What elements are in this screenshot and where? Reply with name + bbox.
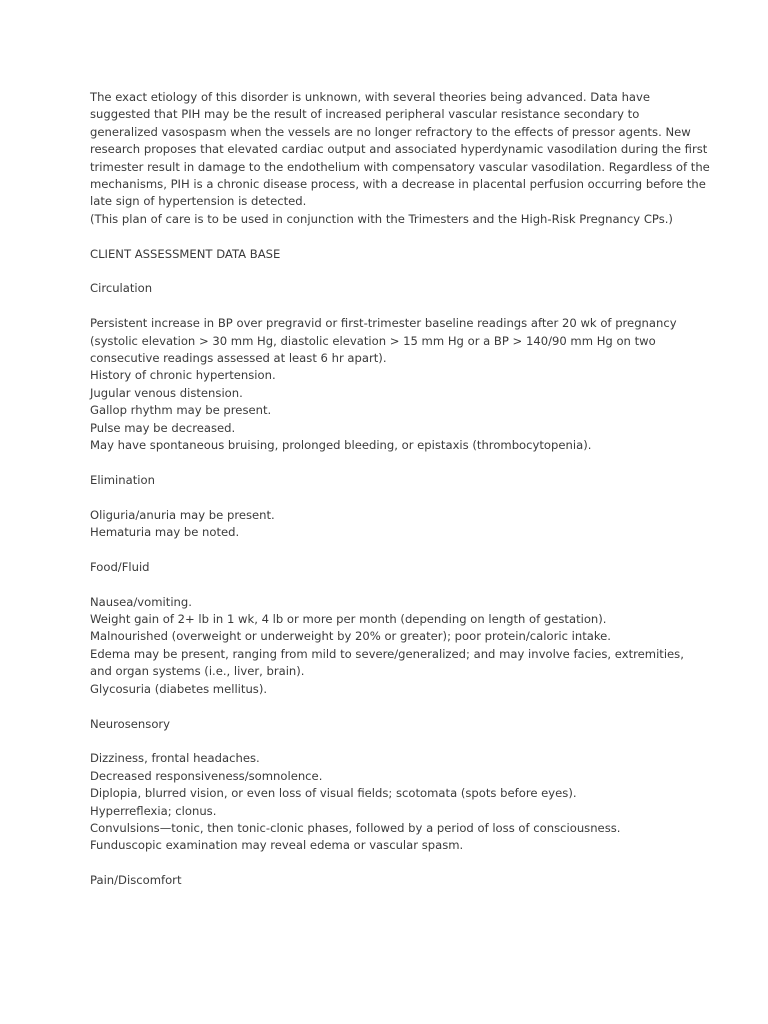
list-item: Glycosuria (diabetes mellitus). — [90, 681, 268, 696]
spacer — [90, 263, 690, 280]
spacer — [90, 698, 690, 715]
food-fluid-heading: Food/Fluid — [90, 559, 150, 574]
spacer — [90, 454, 690, 471]
elimination-section — [90, 472, 690, 542]
list-item: Decreased responsiveness/somnolence. — [90, 768, 323, 783]
spacer — [90, 733, 690, 750]
list-item: Weight gain of 2+ lb in 1 wk, 4 lb or more per month (depending on length of gestation). — [90, 612, 607, 627]
list-item: History of chronic hypertension. — [90, 368, 276, 383]
spacer — [90, 228, 690, 245]
food-fluid-section — [90, 559, 690, 698]
list-item: Malnourished (overweight or underweight by 20% or greater); poor protein/caloric intake. — [90, 629, 611, 644]
paragraph-line: research proposes that elevated cardiac output and associated hyperdynamic vasodilation during the first — [90, 142, 708, 157]
list-item: Gallop rhythm may be present. — [90, 403, 272, 418]
list-item: (systolic elevation > 30 mm Hg, diastolic elevation > 15 mm Hg or a BP > 140/90 mm Hg on two — [90, 333, 656, 348]
list-item: May have spontaneous bruising, prolonged bleeding, or epistaxis (thrombocytopenia). — [90, 438, 592, 453]
spacer — [90, 298, 690, 315]
pain-section — [90, 872, 690, 889]
list-item: Dizziness, frontal headaches. — [90, 751, 260, 766]
paragraph-line: suggested that PIH may be the result of increased peripheral vascular resistance secondary to — [90, 107, 640, 122]
intro-paragraph — [90, 89, 710, 228]
list-item: Persistent increase in BP over pregravid or first-trimester baseline readings after 20 wk of pregnancy — [90, 316, 677, 331]
spacer — [90, 489, 690, 506]
list-item: Funduscopic examination may reveal edema or vascular spasm. — [90, 838, 464, 853]
list-item: Pulse may be decreased. — [90, 420, 236, 435]
elimination-heading: Elimination — [90, 472, 155, 487]
paragraph-line: late sign of hypertension is detected. — [90, 194, 307, 209]
list-item: Jugular venous distension. — [90, 385, 243, 400]
spacer — [90, 855, 690, 872]
neurosensory-section — [90, 716, 690, 855]
paragraph-line: mechanisms, PIH is a chronic disease process, with a decrease in placental perfusion occurring before the — [90, 177, 706, 192]
list-item: Nausea/vomiting. — [90, 594, 192, 609]
list-item: Convulsions—tonic, then tonic-clonic phases, followed by a period of loss of consciousness. — [90, 820, 621, 835]
pain-heading: Pain/Discomfort — [90, 873, 182, 888]
list-item: consecutive readings assessed at least 6 hr apart). — [90, 351, 387, 366]
list-item: Hyperreflexia; clonus. — [90, 803, 217, 818]
paragraph-line: The exact etiology of this disorder is unknown, with several theories being advanced. Data have — [90, 90, 651, 104]
neurosensory-heading: Neurosensory — [90, 716, 171, 731]
list-item: and organ systems (i.e., liver, brain). — [90, 664, 305, 679]
paragraph-line: generalized vasospasm when the vessels are no longer refractory to the effects of pressor agents. New — [90, 124, 691, 139]
circulation-section — [90, 280, 690, 454]
list-item: Edema may be present, ranging from mild to severe/generalized; and may involve facies, extremities, — [90, 646, 684, 661]
list-item: Oliguria/anuria may be present. — [90, 507, 275, 522]
paragraph-line: trimester result in damage to the endothelium with compensatory vascular vasodilation. Regardless of the — [90, 159, 710, 174]
circulation-heading: Circulation — [90, 281, 153, 296]
section-title: CLIENT ASSESSMENT DATA BASE — [90, 246, 281, 261]
list-item: Diplopia, blurred vision, or even loss of visual fields; scotomata (spots before eyes). — [90, 786, 577, 801]
paragraph-note: (This plan of care is to be used in conjunction with the Trimesters and the High-Risk Pregnancy CPs.) — [90, 211, 673, 226]
document-page — [90, 89, 710, 890]
spacer — [90, 541, 690, 558]
list-item: Hematuria may be noted. — [90, 525, 240, 540]
spacer — [90, 576, 690, 593]
